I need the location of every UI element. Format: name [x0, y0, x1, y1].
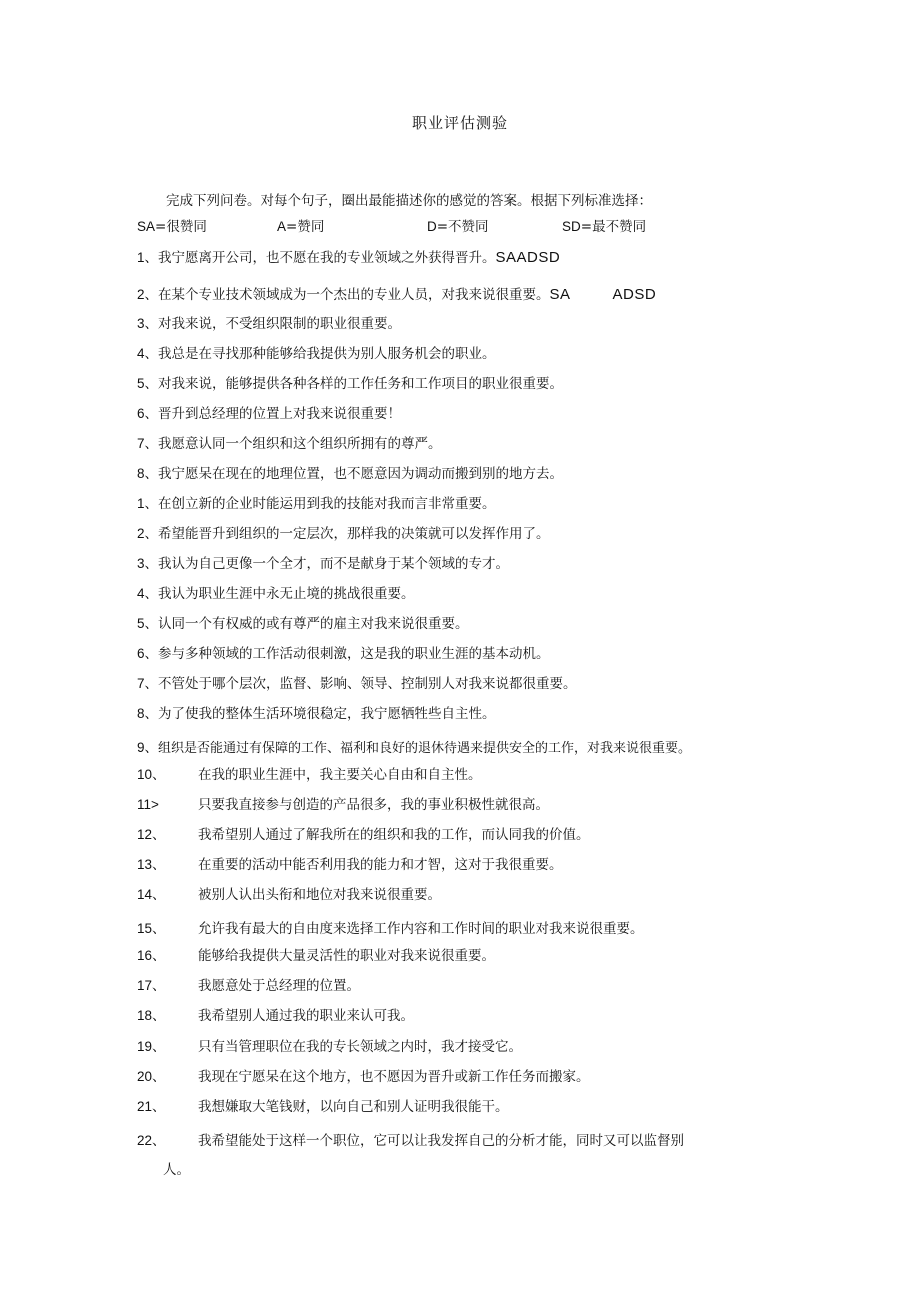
question-row [137, 1068, 590, 1086]
question-row [137, 435, 442, 453]
question-row [137, 465, 563, 483]
scale-code: SA [137, 219, 156, 234]
question-row [137, 705, 496, 723]
question-text: 我愿意处于总经理的位置。 [198, 978, 360, 994]
response-option-sa[interactable]: SA [549, 286, 571, 303]
question-row [137, 856, 563, 874]
question-number: 21、 [137, 1099, 166, 1114]
question-text: 为了使我的整体生活环境很稳定，我宁愿牺牲些自主性。 [158, 706, 496, 722]
question-row [137, 826, 590, 844]
question-number: 15、 [137, 921, 166, 936]
question-row [137, 405, 401, 423]
question-text: 我宁愿呆在现在的地理位置，也不愿意因为调动而搬到别的地方去。 [158, 466, 564, 482]
question-row [137, 615, 469, 633]
question-row [137, 525, 550, 543]
question-row [137, 345, 496, 363]
question-text: 我认为职业生涯中永无止境的挑战很重要。 [158, 586, 415, 602]
question-text: 我希望别人通过了解我所在的组织和我的工作，而认同我的价值。 [198, 827, 590, 843]
question-row [137, 1038, 522, 1056]
question-text: 我想嫌取大笔钱财，以向自己和别人证明我很能干。 [198, 1099, 509, 1115]
question-text: 对我来说，不受组织限制的职业很重要。 [158, 316, 402, 332]
question-number: 14、 [137, 887, 166, 902]
question-row [137, 315, 401, 333]
question-text: 我希望别人通过我的职业来认可我。 [198, 1008, 414, 1024]
scale-label: =很赞同 [155, 219, 207, 235]
question-row [137, 249, 560, 267]
question-text: 我认为自己更像一个全才，而不是献身于某个领域的专才。 [158, 556, 510, 572]
question-number: 10、 [137, 767, 166, 782]
question-number: 18、 [137, 1008, 166, 1023]
question-text-continuation: 人。 [163, 1162, 190, 1178]
question-row [137, 286, 656, 304]
question-number: 16、 [137, 948, 166, 963]
question-number: 6、 [137, 646, 159, 661]
question-row [137, 555, 509, 573]
scale-item-sd [562, 215, 646, 235]
question-number: 5、 [137, 376, 159, 391]
question-row [137, 977, 360, 995]
scale-item-sa [137, 215, 207, 235]
question-text: 只要我直接参与创造的产品很多，我的事业积极性就很高。 [198, 797, 549, 813]
question-text: 能够给我提供大量灵活性的职业对我来说很重要。 [198, 948, 495, 964]
scale-code: A [277, 219, 287, 234]
scale-item-d [427, 215, 489, 235]
page-title: 职业评估测验 [411, 114, 508, 132]
question-row [137, 375, 563, 393]
question-text: 参与多种领域的工作活动很刺激，这是我的职业生涯的基本动机。 [158, 646, 550, 662]
question-row [137, 675, 577, 693]
scale-code: SD [562, 219, 581, 234]
scale-item-a [277, 215, 324, 235]
question-number: 4、 [137, 586, 159, 601]
question-row [137, 886, 441, 904]
question-number: 12、 [137, 827, 166, 842]
question-number: 3、 [137, 316, 159, 331]
instructions: 完成下列问卷。对每个句子，圈出最能描述你的感觉的答案。根据下列标准选择： [166, 193, 652, 209]
question-row [137, 1132, 684, 1150]
question-text: 不管处于哪个层次，监督、影响、领导、控制别人对我来说都很重要。 [158, 676, 577, 692]
question-row [137, 739, 691, 758]
question-number: 17、 [137, 978, 166, 993]
scale-label: =不赞同 [436, 219, 489, 235]
question-text: 我宁愿离开公司，也不愿在我的专业领域之外获得晋升。 [158, 250, 496, 266]
question-text: 晋升到总经理的位置上对我来说很重要！ [158, 406, 402, 422]
question-text: 允许我有最大的自由度来选择工作内容和工作时间的职业对我来说很重要。 [198, 921, 644, 937]
question-text: 认同一个有权威的或有尊严的雇主对我来说很重要。 [158, 616, 469, 632]
question-row [137, 1007, 414, 1025]
question-number: 4、 [137, 346, 159, 361]
question-number: 11> [137, 797, 159, 812]
question-text: 在某个专业技术领域成为一个杰出的专业人员，对我来说很重要。 [158, 287, 550, 303]
question-text: 我愿意认同一个组织和这个组织所拥有的尊严。 [158, 436, 442, 452]
question-number: 20、 [137, 1069, 166, 1084]
scale-code: D [427, 219, 437, 234]
scale-label: =赞同 [286, 219, 325, 235]
question-row [137, 796, 549, 814]
question-text: 在创立新的企业时能运用到我的技能对我而言非常重要。 [158, 496, 496, 512]
question-number: 3、 [137, 556, 159, 571]
question-row [137, 766, 482, 784]
question-row [137, 495, 496, 513]
question-text: 只有当管理职位在我的专长领域之内时，我才接受它。 [198, 1039, 522, 1055]
question-number: 8、 [137, 706, 159, 721]
response-options[interactable]: ADSD [612, 286, 657, 303]
question-text: 我现在宁愿呆在这个地方，也不愿因为晋升或新工作任务而搬家。 [198, 1069, 590, 1085]
question-row [137, 947, 495, 965]
scale-label: =最不赞同 [580, 219, 647, 235]
question-text: 组织是否能通过有保障的工作、福利和良好的退休待遇来提供安全的工作，对我来说很重要。 [158, 741, 692, 756]
question-text: 在我的职业生涯中，我主要关心自由和自主性。 [198, 767, 482, 783]
question-row [137, 645, 550, 663]
question-number: 7、 [137, 676, 159, 691]
question-text: 我总是在寻找那种能够给我提供为别人服务机会的职业。 [158, 346, 496, 362]
question-row [137, 920, 644, 938]
question-number: 2、 [137, 287, 159, 302]
question-number: 8、 [137, 466, 159, 481]
response-options[interactable]: SAADSD [495, 249, 561, 266]
question-row [137, 1098, 509, 1116]
question-text: 对我来说，能够提供各种各样的工作任务和工作项目的职业很重要。 [158, 376, 564, 392]
question-row [137, 585, 415, 603]
question-text: 希望能晋升到组织的一定层次，那样我的决策就可以发挥作用了。 [158, 526, 550, 542]
question-number: 1、 [137, 250, 159, 265]
question-number: 2、 [137, 526, 159, 541]
question-text: 在重要的活动中能否利用我的能力和才智，这对于我很重要。 [198, 857, 563, 873]
question-number: 22、 [137, 1133, 166, 1148]
question-number: 13、 [137, 857, 166, 872]
question-number: 7、 [137, 436, 159, 451]
question-number: 1、 [137, 496, 159, 511]
question-number: 5、 [137, 616, 159, 631]
question-number: 6、 [137, 406, 159, 421]
question-number: 9、 [137, 740, 159, 755]
question-text: 我希望能处于这样一个职位，它可以让我发挥自己的分析才能，同时又可以监督别 [198, 1133, 684, 1149]
question-number: 19、 [137, 1039, 166, 1054]
question-text: 被别人认出头衔和地位对我来说很重要。 [198, 887, 441, 903]
